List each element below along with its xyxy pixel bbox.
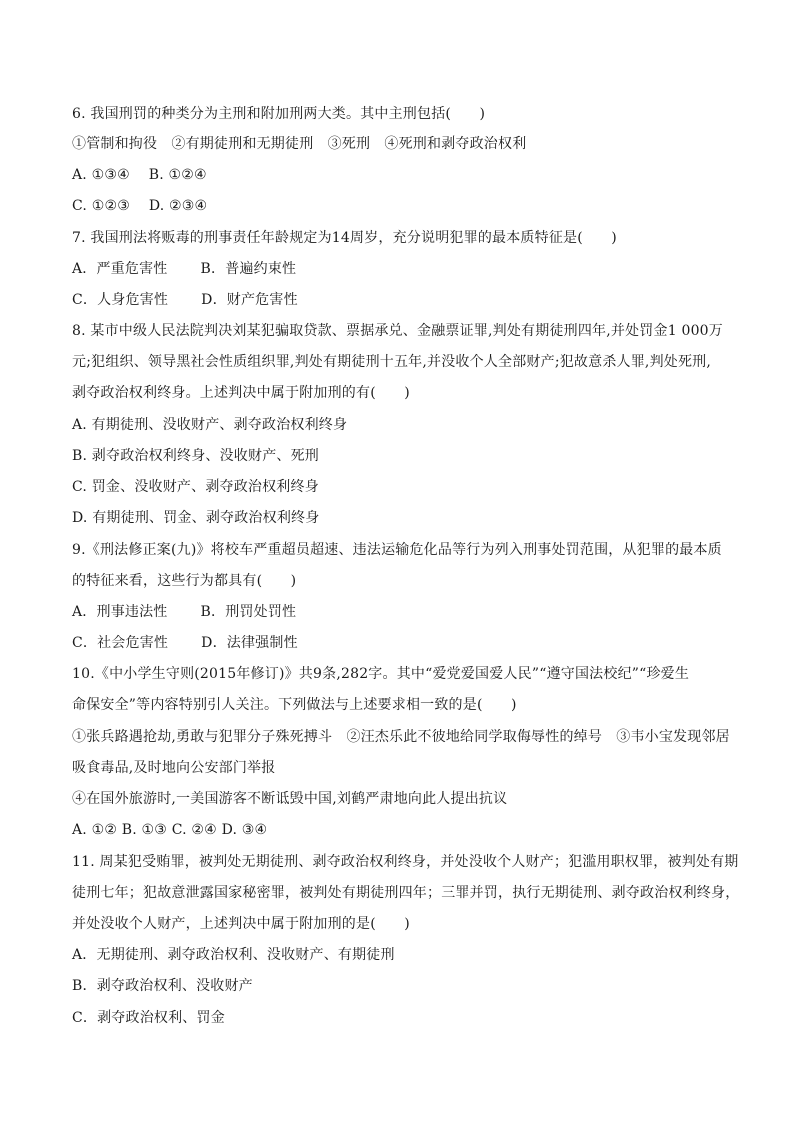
q11-stem-line3: 并处没收个人财产，上述判决中属于附加刑的是( )	[72, 916, 410, 932]
q7-options-cd: C．人身危害性 D．财产危害性	[72, 292, 298, 308]
q8-option-b: B. 剥夺政治权利终身、没收财产、死刑	[72, 448, 319, 464]
q11-option-b: B．剥夺政治权利、没收财产	[72, 978, 253, 994]
q7-options-ab: A．严重危害性 B．普遍约束性	[72, 261, 297, 277]
q6-options-cd: C. ①②③ D. ②③④	[72, 198, 208, 214]
q10-statements-line1: ①张兵路遇抢劫,勇敢与犯罪分子殊死搏斗 ②汪杰乐此不彼地给同学取侮辱性的绰号 ③韦小宝发现邻居	[72, 729, 730, 745]
q11-stem-line1: 11. 周某犯受贿罪，被判处无期徒刑、剥夺政治权利终身，并处没收个人财产；犯滥用职权罪，被判处有期	[72, 854, 739, 870]
q8-stem-line3: 剥夺政治权利终身。上述判决中属于附加刑的有( )	[72, 385, 410, 401]
q7-stem: 7. 我国刑法将贩毒的刑事责任年龄规定为14周岁，充分说明犯罪的最本质特征是( )	[72, 230, 617, 246]
q9-stem-line1: 9.《刑法修正案(九)》将校车严重超员超速、违法运输危化品等行为列入刑事处罚范围，从犯罪的最本质	[72, 542, 722, 558]
q8-stem-line1: 8. 某市中级人民法院判决刘某犯骗取贷款、票据承兑、金融票证罪,判处有期徒刑四年,并处罚金1 000万	[72, 323, 723, 339]
q6-stem: 6. 我国刑罚的种类分为主刑和附加刑两大类。其中主刑包括( )	[72, 106, 486, 122]
q8-option-d: D. 有期徒刑、罚金、剥夺政治权利终身	[72, 510, 320, 526]
q9-options-cd: C．社会危害性 D．法律强制性	[72, 635, 298, 651]
q11-option-a: A．无期徒刑、剥夺政治权利、没收财产、有期徒刑	[72, 947, 395, 963]
q6-options-ab: A. ①③④ B. ①②④	[72, 167, 207, 183]
q10-statements-line2: 吸食毒品,及时地向公安部门举报	[72, 760, 276, 776]
q10-stem-line2: 命保安全”等内容特别引人关注。下列做法与上述要求相一致的是( )	[72, 697, 517, 713]
q8-option-a: A. 有期徒刑、没收财产、剥夺政治权利终身	[72, 417, 348, 433]
q11-stem-line2: 徒刑七年；犯故意泄露国家秘密罪，被判处有期徒刑四年；三罪并罚，执行无期徒刑、剥夺政治权利终身，	[72, 885, 740, 901]
q11-option-c: C．剥夺政治权利、罚金	[72, 1010, 225, 1026]
q10-statement-4: ④在国外旅游时,一美国游客不断诋毁中国,刘鹤严肃地向此人提出抗议	[72, 791, 508, 807]
q9-options-ab: A．刑事违法性 B．刑罚处罚性	[72, 604, 297, 620]
q10-options: A. ①② B. ①③ C. ②④ D. ③④	[72, 822, 268, 838]
q6-statements: ①管制和拘役 ②有期徒刑和无期徒刑 ③死刑 ④死刑和剥夺政治权利	[72, 136, 527, 152]
q10-stem-line1: 10.《中小学生守则(2015年修订)》共9条,282字。其中“爱党爱国爱人民”“遵守国法校纪”“珍爱生	[72, 666, 690, 682]
q9-stem-line2: 的特征来看，这些行为都具有( )	[72, 573, 297, 589]
q8-option-c: C. 罚金、没收财产、剥夺政治权利终身	[72, 479, 319, 495]
q8-stem-line2: 元;犯组织、领导黑社会性质组织罪,判处有期徒刑十五年,并没收个人全部财产;犯故意杀人罪,判处死刑,	[72, 354, 712, 370]
